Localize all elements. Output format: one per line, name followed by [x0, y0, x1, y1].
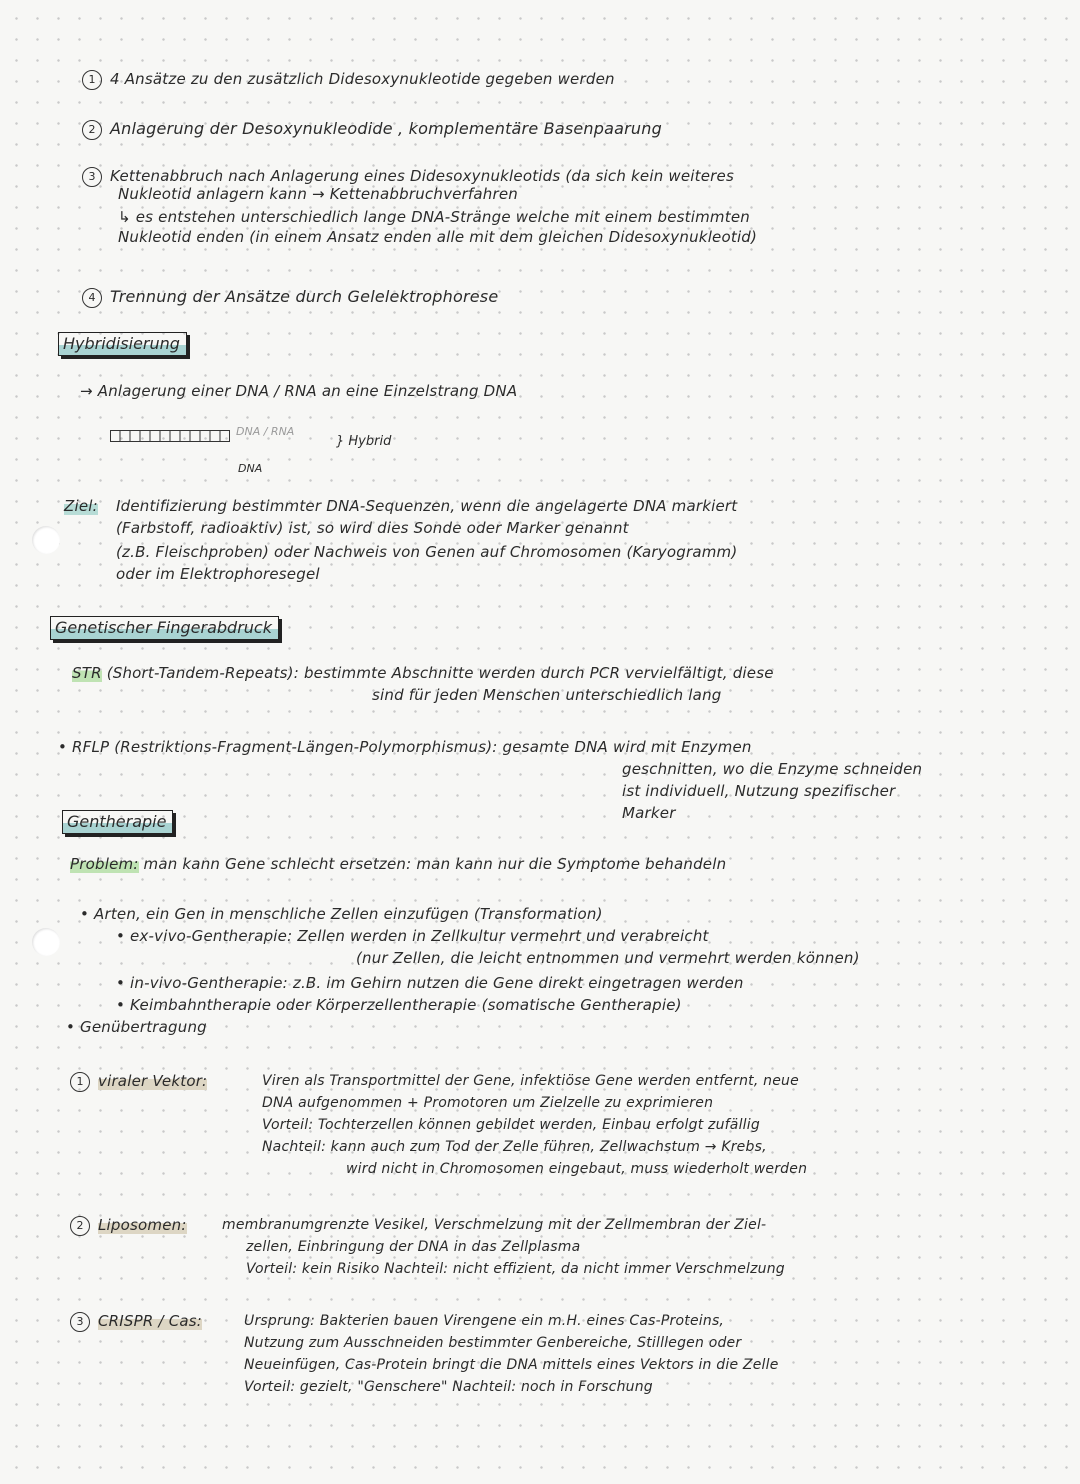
hybrid-definition: → Anlagerung einer DNA / RNA an eine Einzelstrang DNA	[80, 382, 518, 400]
step-3-line: Nukleotid enden (in einem Ansatz enden alle mit dem gleichen Didesoxynukleotid)	[118, 228, 758, 246]
ziel-line: (Farbstoff, radioaktiv) ist, so wird dies Sonde oder Marker genannt	[116, 519, 629, 537]
step-3-line: Kettenabbruch nach Anlagerung eines Didesoxynukleotids (da sich kein weiteres	[110, 167, 734, 185]
arten-line: (nur Zellen, die leicht entnommen und vermehrt werden können)	[356, 949, 860, 967]
m3-label-text: CRISPR / Cas:	[98, 1312, 203, 1330]
step-1-text: 4 Ansätze zu den zusätzlich Didesoxynukleotide gegeben werden	[110, 70, 615, 88]
m2-line: Vorteil: kein Risiko Nachteil: nicht effizient, da nicht immer Verschmelzung	[246, 1261, 785, 1277]
m3-label	[98, 1312, 202, 1330]
str-text: (Short-Tandem-Repeats): bestimmte Abschnitte werden durch PCR vervielfältigt, diese	[106, 664, 774, 682]
m3-line: Nutzung zum Ausschneiden bestimmter Genbereiche, Stilllegen oder	[244, 1335, 742, 1351]
m2-line: membranumgrenzte Vesikel, Verschmelzung mit der Zellmembran der Ziel-	[222, 1217, 767, 1233]
m1-line: DNA aufgenommen + Promotoren um Zielzelle zu exprimieren	[262, 1095, 714, 1111]
m2-line: zellen, Einbringung der DNA in das Zellplasma	[246, 1239, 581, 1255]
hybrid-diagram	[110, 430, 230, 442]
ziel-line: Identifizierung bestimmter DNA-Sequenzen, wenn die angelagerte DNA markiert	[116, 497, 738, 515]
m3-line: Vorteil: gezielt, "Genschere" Nachteil: noch in Forschung	[244, 1379, 653, 1395]
step-number-3: 3	[82, 167, 102, 187]
step-number-2: 2	[82, 120, 102, 140]
arten-line: • Arten, ein Gen in menschliche Zellen einzufügen (Transformation)	[80, 905, 603, 923]
str-line-2: sind für jeden Menschen unterschiedlich lang	[372, 686, 722, 704]
m2-label	[98, 1216, 187, 1234]
problem-line	[70, 855, 726, 873]
m1-line: Vorteil: Tochterzellen können gebildet werden, Einbau erfolgt zufällig	[262, 1117, 760, 1133]
step-number-1: 1	[82, 70, 102, 90]
rflp-line: Marker	[622, 804, 676, 822]
rflp-line: • RFLP (Restriktions-Fragment-Längen-Polymorphismus): gesamte DNA wird mit Enzymen	[58, 738, 752, 756]
diagram-label-bottom: DNA	[238, 462, 263, 475]
m1-label	[98, 1072, 207, 1090]
method-number-3: 3	[70, 1312, 90, 1332]
arten-line: • Genübertragung	[66, 1018, 207, 1036]
ziel-line: (z.B. Fleischproben) oder Nachweis von Genen auf Chromosomen (Karyogramm)	[116, 543, 738, 561]
m1-line: Nachteil: kann auch zum Tod der Zelle führen, Zellwachstum → Krebs,	[262, 1139, 767, 1155]
heading-genetischer-fingerabdruck: Genetischer Fingerabdruck	[50, 616, 279, 640]
arten-line: • in-vivo-Gentherapie: z.B. im Gehirn nutzen die Gene direkt eingetragen werden	[116, 974, 744, 992]
step-2-text: Anlagerung der Desoxynukleodide , komplementäre Basenpaarung	[110, 119, 662, 138]
m3-line: Neueinfügen, Cas-Protein bringt die DNA mittels eines Vektors in die Zelle	[244, 1357, 779, 1373]
rflp-line: geschnitten, wo die Enzyme schneiden	[622, 760, 923, 778]
arten-line: • ex-vivo-Gentherapie: Zellen werden in Zellkultur vermehrt und verabreicht	[116, 927, 709, 945]
m1-label-text: viraler Vektor:	[98, 1072, 208, 1090]
ziel-label	[64, 497, 98, 515]
step-3-line: ↳ es entstehen unterschiedlich lange DNA-Stränge welche mit einem bestimmten	[118, 208, 750, 226]
diagram-label-brace: } Hybrid	[336, 434, 392, 449]
diagram-label-top: DNA / RNA	[236, 425, 295, 438]
punch-hole	[32, 928, 60, 956]
str-line	[72, 664, 774, 682]
ziel-label-text: Ziel:	[64, 497, 98, 515]
problem-label: Problem:	[70, 855, 139, 873]
step-number-4: 4	[82, 288, 102, 308]
heading-hybridisierung: Hybridisierung	[58, 332, 187, 356]
m2-label-text: Liposomen:	[98, 1216, 187, 1234]
ziel-line: oder im Elektrophoresegel	[116, 565, 320, 583]
m1-line: wird nicht in Chromosomen eingebaut, muss wiederholt werden	[346, 1161, 808, 1177]
method-number-2: 2	[70, 1216, 90, 1236]
heading-gentherapie: Gentherapie	[62, 810, 173, 834]
rflp-line: ist individuell, Nutzung spezifischer	[622, 782, 896, 800]
str-label: STR	[72, 664, 102, 682]
method-number-1: 1	[70, 1072, 90, 1092]
problem-text: man kann Gene schlecht ersetzen: man kann nur die Symptome behandeln	[143, 855, 727, 873]
m1-line: Viren als Transportmittel der Gene, infektiöse Gene werden entfernt, neue	[262, 1073, 799, 1089]
step-3-line: Nukleotid anlagern kann → Kettenabbruchverfahren	[118, 185, 519, 203]
m3-line: Ursprung: Bakterien bauen Virengene ein m.H. eines Cas-Proteins,	[244, 1313, 725, 1329]
step-4-text: Trennung der Ansätze durch Gelelektrophorese	[110, 287, 499, 306]
arten-line: • Keimbahntherapie oder Körperzellentherapie (somatische Gentherapie)	[116, 996, 682, 1014]
punch-hole	[32, 526, 60, 554]
